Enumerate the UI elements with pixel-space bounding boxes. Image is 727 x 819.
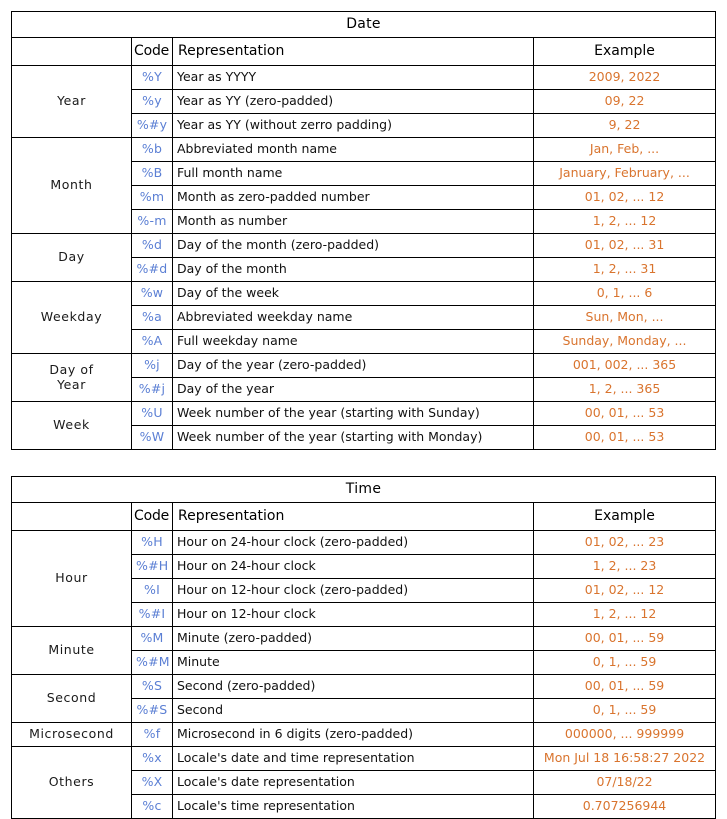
format-example: 00, 01, ... 53	[534, 426, 716, 450]
column-header-code: Code	[132, 38, 173, 66]
format-example: 00, 01, ... 59	[534, 627, 716, 651]
format-code: %X	[132, 771, 173, 795]
format-code: %m	[132, 186, 173, 210]
table-row	[12, 138, 716, 162]
format-code: %b	[132, 138, 173, 162]
format-representation: Month as zero-padded number	[173, 186, 534, 210]
table-row	[12, 354, 716, 378]
format-example: 1, 2, ... 31	[534, 258, 716, 282]
group-label-others: Others	[12, 747, 132, 819]
format-code: %M	[132, 627, 173, 651]
format-representation: Year as YYYY	[173, 66, 534, 90]
format-code: %A	[132, 330, 173, 354]
format-example: 0, 1, ... 59	[534, 699, 716, 723]
format-table-time	[11, 476, 716, 819]
tables-container	[11, 11, 715, 819]
format-representation: Hour on 12-hour clock	[173, 603, 534, 627]
format-code: %d	[132, 234, 173, 258]
format-example: 00, 01, ... 53	[534, 402, 716, 426]
format-representation: Second (zero-padded)	[173, 675, 534, 699]
format-code: %#H	[132, 555, 173, 579]
format-representation: Hour on 12-hour clock (zero-padded)	[173, 579, 534, 603]
format-code: %-m	[132, 210, 173, 234]
format-example: January, February, ...	[534, 162, 716, 186]
format-example: 00, 01, ... 59	[534, 675, 716, 699]
column-header-code: Code	[132, 503, 173, 531]
format-code: %B	[132, 162, 173, 186]
table-row	[12, 747, 716, 771]
table-row	[12, 234, 716, 258]
format-representation: Full month name	[173, 162, 534, 186]
group-label-minute: Minute	[12, 627, 132, 675]
group-label-day: Day	[12, 234, 132, 282]
format-representation: Year as YY (without zerro padding)	[173, 114, 534, 138]
format-representation: Minute (zero-padded)	[173, 627, 534, 651]
column-header-row	[12, 503, 716, 531]
format-code: %#d	[132, 258, 173, 282]
format-code: %Y	[132, 66, 173, 90]
column-header-group	[12, 503, 132, 531]
format-example: Mon Jul 18 16:58:27 2022	[534, 747, 716, 771]
format-representation: Hour on 24-hour clock (zero-padded)	[173, 531, 534, 555]
format-example: 01, 02, ... 23	[534, 531, 716, 555]
format-code: %j	[132, 354, 173, 378]
format-example: 0, 1, ... 59	[534, 651, 716, 675]
format-example: 9, 22	[534, 114, 716, 138]
format-example: 07/18/22	[534, 771, 716, 795]
table-body	[12, 531, 716, 819]
format-example: Sunday, Monday, ...	[534, 330, 716, 354]
group-label-weekday: Weekday	[12, 282, 132, 354]
format-example: 09, 22	[534, 90, 716, 114]
group-label-year: Year	[12, 66, 132, 138]
format-representation: Year as YY (zero-padded)	[173, 90, 534, 114]
format-example: 2009, 2022	[534, 66, 716, 90]
format-representation: Week number of the year (starting with Sunday)	[173, 402, 534, 426]
format-code: %a	[132, 306, 173, 330]
format-example: Jan, Feb, ...	[534, 138, 716, 162]
format-representation: Abbreviated weekday name	[173, 306, 534, 330]
format-code: %w	[132, 282, 173, 306]
format-example: 000000, ... 999999	[534, 723, 716, 747]
column-header-representation: Representation	[173, 38, 534, 66]
column-header-example: Example	[534, 503, 716, 531]
table-row	[12, 531, 716, 555]
format-code: %#I	[132, 603, 173, 627]
table-title-row	[12, 477, 716, 503]
format-example: 0.707256944	[534, 795, 716, 819]
table-row	[12, 402, 716, 426]
format-representation: Day of the month	[173, 258, 534, 282]
format-representation: Microsecond in 6 digits (zero-padded)	[173, 723, 534, 747]
format-representation: Day of the month (zero-padded)	[173, 234, 534, 258]
format-representation: Locale's date representation	[173, 771, 534, 795]
format-code: %S	[132, 675, 173, 699]
table-title: Date	[12, 12, 716, 38]
table-row	[12, 66, 716, 90]
group-label-week: Week	[12, 402, 132, 450]
table-head	[12, 12, 716, 66]
format-representation: Month as number	[173, 210, 534, 234]
format-representation: Day of the year (zero-padded)	[173, 354, 534, 378]
format-example: 1, 2, ... 365	[534, 378, 716, 402]
column-header-group	[12, 38, 132, 66]
format-example: 1, 2, ... 12	[534, 210, 716, 234]
format-code: %#j	[132, 378, 173, 402]
table-body	[12, 66, 716, 450]
column-header-example: Example	[534, 38, 716, 66]
format-representation: Locale's date and time representation	[173, 747, 534, 771]
format-code: %f	[132, 723, 173, 747]
table-row	[12, 282, 716, 306]
format-example: 1, 2, ... 23	[534, 555, 716, 579]
table-row	[12, 627, 716, 651]
format-code: %#M	[132, 651, 173, 675]
format-code: %x	[132, 747, 173, 771]
format-representation: Abbreviated month name	[173, 138, 534, 162]
format-representation: Locale's time representation	[173, 795, 534, 819]
format-example: 01, 02, ... 12	[534, 579, 716, 603]
format-code: %I	[132, 579, 173, 603]
format-representation: Full weekday name	[173, 330, 534, 354]
format-example: 01, 02, ... 31	[534, 234, 716, 258]
format-code: %c	[132, 795, 173, 819]
table-row	[12, 723, 716, 747]
format-table-date	[11, 11, 716, 450]
table-title: Time	[12, 477, 716, 503]
format-code: %W	[132, 426, 173, 450]
format-representation: Day of the year	[173, 378, 534, 402]
table-head	[12, 477, 716, 531]
format-code: %U	[132, 402, 173, 426]
group-label-month: Month	[12, 138, 132, 234]
column-header-row	[12, 38, 716, 66]
format-representation: Hour on 24-hour clock	[173, 555, 534, 579]
format-example: 001, 002, ... 365	[534, 354, 716, 378]
format-example: 01, 02, ... 12	[534, 186, 716, 210]
group-label-microsecond: Microsecond	[12, 723, 132, 747]
format-representation: Minute	[173, 651, 534, 675]
format-code: %y	[132, 90, 173, 114]
format-code: %#y	[132, 114, 173, 138]
format-example: 0, 1, ... 6	[534, 282, 716, 306]
group-label-second: Second	[12, 675, 132, 723]
table-row	[12, 675, 716, 699]
format-representation: Week number of the year (starting with Monday)	[173, 426, 534, 450]
format-representation: Day of the week	[173, 282, 534, 306]
group-label-hour: Hour	[12, 531, 132, 627]
table-title-row	[12, 12, 716, 38]
format-representation: Second	[173, 699, 534, 723]
column-header-representation: Representation	[173, 503, 534, 531]
format-example: 1, 2, ... 12	[534, 603, 716, 627]
format-code: %#S	[132, 699, 173, 723]
group-label-day-of-year: Day of Year	[12, 354, 132, 402]
format-example: Sun, Mon, ...	[534, 306, 716, 330]
format-code: %H	[132, 531, 173, 555]
